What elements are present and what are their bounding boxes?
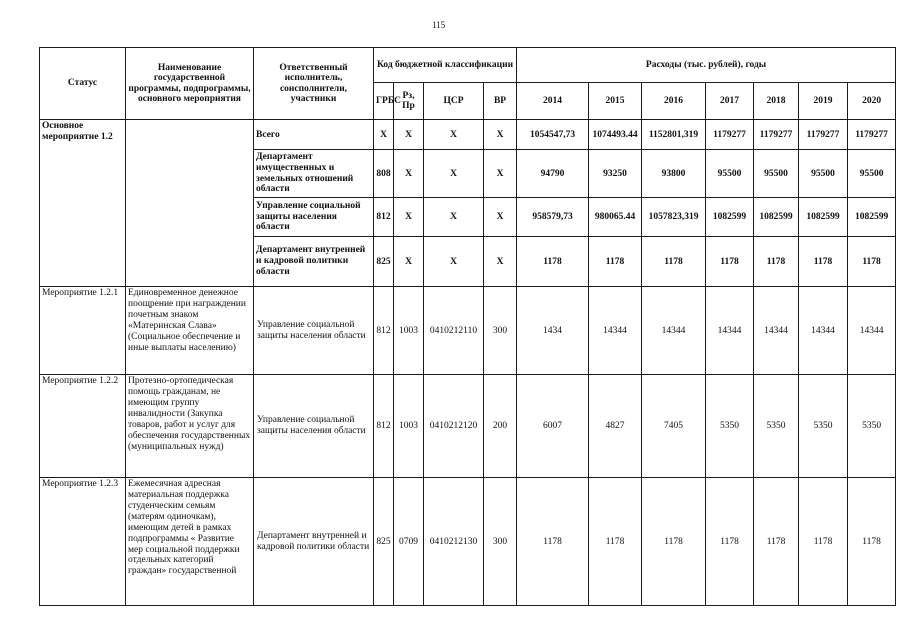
vr-cell: 300 <box>484 478 517 606</box>
rzpr-cell: X <box>394 198 424 237</box>
rzpr-cell: 1003 <box>394 287 424 375</box>
program-name-cell <box>126 120 254 287</box>
grbs-cell: 812 <box>374 198 394 237</box>
table-row <box>40 478 896 606</box>
status-cell: Основное мероприятие 1.2 <box>40 120 126 287</box>
csr-cell: 0410212130 <box>424 478 484 606</box>
budget-table <box>39 47 896 606</box>
header-year: 2020 <box>848 83 896 120</box>
value-cell: 1178 <box>642 478 706 606</box>
header-expenses: Расходы (тыс. рублей), годы <box>517 48 896 83</box>
value-cell: 95500 <box>754 150 799 198</box>
header-budget-code: Код бюджетной классификации <box>374 48 517 83</box>
header-rzpr: Рз, Пр <box>394 83 424 120</box>
value-cell: 1082599 <box>799 198 848 237</box>
header-vr: ВР <box>484 83 517 120</box>
value-cell: 1152801,319 <box>642 120 706 150</box>
header-year: 2014 <box>517 83 589 120</box>
value-cell: 14344 <box>848 287 896 375</box>
vr-cell: X <box>484 198 517 237</box>
grbs-cell: 808 <box>374 150 394 198</box>
csr-cell: X <box>424 198 484 237</box>
value-cell: 93250 <box>589 150 642 198</box>
responsible-cell: Управление социальной защиты населения области <box>254 287 374 375</box>
status-cell: Мероприятие 1.2.1 <box>40 287 126 375</box>
value-cell: 14344 <box>799 287 848 375</box>
value-cell: 4827 <box>589 375 642 478</box>
responsible-cell: Всего <box>254 120 374 150</box>
value-cell: 1057823,319 <box>642 198 706 237</box>
grbs-cell: 812 <box>374 375 394 478</box>
header-program-name: Наименование государственной программы, подпрограммы, основного мероприятия <box>126 48 254 120</box>
value-cell: 1178 <box>799 237 848 287</box>
value-cell: 1178 <box>706 478 754 606</box>
responsible-cell: Департамент имущественных и земельных отношений области <box>254 150 374 198</box>
value-cell: 5350 <box>848 375 896 478</box>
rzpr-cell: X <box>394 150 424 198</box>
responsible-cell: Управление социальной защиты населения области <box>254 375 374 478</box>
value-cell: 95500 <box>848 150 896 198</box>
value-cell: 1082599 <box>848 198 896 237</box>
value-cell: 1179277 <box>799 120 848 150</box>
grbs-cell: X <box>374 120 394 150</box>
table-row <box>40 287 896 375</box>
value-cell: 1178 <box>642 237 706 287</box>
csr-cell: X <box>424 237 484 287</box>
value-cell: 95500 <box>799 150 848 198</box>
grbs-cell: 825 <box>374 237 394 287</box>
value-cell: 6007 <box>517 375 589 478</box>
header-status: Статус <box>40 48 126 120</box>
header-year: 2019 <box>799 83 848 120</box>
value-cell: 1178 <box>848 237 896 287</box>
responsible-cell: Управление социальной защиты населения области <box>254 198 374 237</box>
value-cell: 1074493.44 <box>589 120 642 150</box>
table-row <box>40 120 896 150</box>
value-cell: 14344 <box>589 287 642 375</box>
csr-cell: X <box>424 120 484 150</box>
responsible-cell: Департамент внутренней и кадровой политики области <box>254 478 374 606</box>
header-year: 2018 <box>754 83 799 120</box>
header-responsible: Ответственный исполнитель, соисполнители, участники <box>254 48 374 120</box>
value-cell: 1082599 <box>754 198 799 237</box>
status-cell: Мероприятие 1.2.3 <box>40 478 126 606</box>
responsible-cell: Департамент внутренней и кадровой политики области <box>254 237 374 287</box>
rzpr-cell: 0709 <box>394 478 424 606</box>
value-cell: 1179277 <box>754 120 799 150</box>
value-cell: 1178 <box>754 478 799 606</box>
rzpr-cell: X <box>394 120 424 150</box>
value-cell: 5350 <box>754 375 799 478</box>
value-cell: 1179277 <box>848 120 896 150</box>
value-cell: 1178 <box>799 478 848 606</box>
value-cell: 5350 <box>706 375 754 478</box>
value-cell: 14344 <box>642 287 706 375</box>
value-cell: 1178 <box>706 237 754 287</box>
value-cell: 1178 <box>754 237 799 287</box>
value-cell: 7405 <box>642 375 706 478</box>
value-cell: 1179277 <box>706 120 754 150</box>
vr-cell: 300 <box>484 287 517 375</box>
csr-cell: 0410212120 <box>424 375 484 478</box>
value-cell: 1178 <box>517 237 589 287</box>
csr-cell: X <box>424 150 484 198</box>
vr-cell: X <box>484 237 517 287</box>
value-cell: 958579,73 <box>517 198 589 237</box>
value-cell: 1054547,73 <box>517 120 589 150</box>
header-grbs: ГРБС <box>374 83 394 120</box>
header-row <box>40 48 896 83</box>
rzpr-cell: 1003 <box>394 375 424 478</box>
header-year: 2015 <box>589 83 642 120</box>
value-cell: 980065.44 <box>589 198 642 237</box>
value-cell: 1082599 <box>706 198 754 237</box>
value-cell: 1178 <box>589 478 642 606</box>
value-cell: 1178 <box>848 478 896 606</box>
value-cell: 1434 <box>517 287 589 375</box>
grbs-cell: 812 <box>374 287 394 375</box>
csr-cell: 0410212110 <box>424 287 484 375</box>
value-cell: 14344 <box>754 287 799 375</box>
vr-cell: X <box>484 120 517 150</box>
program-name-cell: Ежемесячная адресная материальная поддержка студенческим семьям (матерям одиночкам), имеющим детей в рамках подпрограммы « Развитие мер социальной поддержки отдельных категорий граждан» государственной <box>126 478 254 606</box>
rzpr-cell: X <box>394 237 424 287</box>
grbs-cell: 825 <box>374 478 394 606</box>
value-cell: 95500 <box>706 150 754 198</box>
vr-cell: 200 <box>484 375 517 478</box>
value-cell: 1178 <box>517 478 589 606</box>
header-year: 2016 <box>642 83 706 120</box>
program-name-cell: Протезно-ортопедическая помощь гражданам, не имеющим группу инвалидности (Закупка товаров, работ и услуг для обеспечения государственных (муниципальных нужд) <box>126 375 254 478</box>
page-number: 115 <box>432 20 446 30</box>
header-year: 2017 <box>706 83 754 120</box>
value-cell: 1178 <box>589 237 642 287</box>
value-cell: 93800 <box>642 150 706 198</box>
value-cell: 14344 <box>706 287 754 375</box>
table-row <box>40 375 896 478</box>
status-cell: Мероприятие 1.2.2 <box>40 375 126 478</box>
header-csr: ЦСР <box>424 83 484 120</box>
value-cell: 94790 <box>517 150 589 198</box>
program-name-cell: Единовременное денежное поощрение при награждении почетным знаком «Материнская Слава» (Социальное обеспечение и иные выплаты населению) <box>126 287 254 375</box>
vr-cell: X <box>484 150 517 198</box>
value-cell: 5350 <box>799 375 848 478</box>
